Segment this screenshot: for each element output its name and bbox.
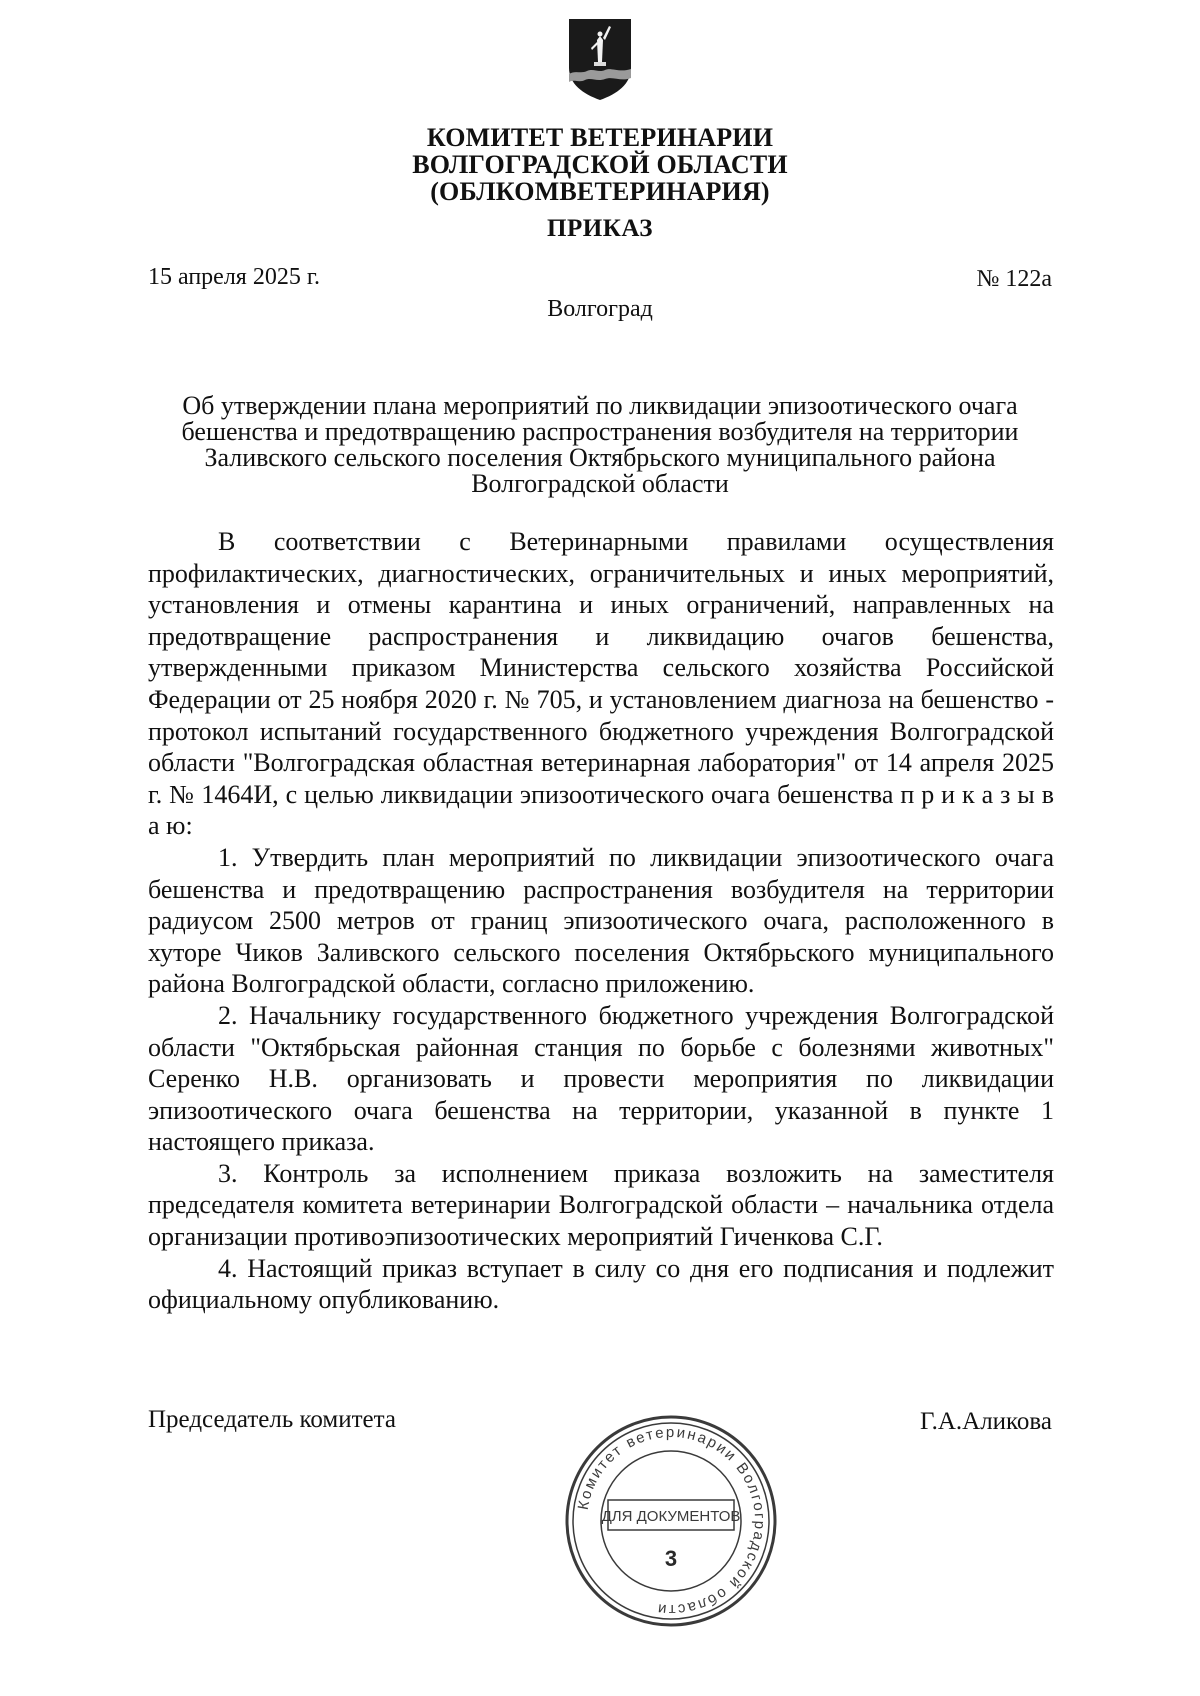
issuing-organization: [300, 124, 900, 205]
seal-number: 3: [664, 1546, 678, 1571]
document-number: № 122а: [976, 266, 1052, 292]
coat-of-arms-icon: [565, 16, 635, 102]
signer-name: Г.А.Аликова: [919, 1408, 1052, 1435]
org-name-line: КОМИТЕТ ВЕТЕРИНАРИИ: [426, 123, 774, 152]
preamble-paragraph: В соответствии с Ветеринарными правилами осуществления профилактических, диагностических, ограничительных и иных мероприятий, установления и отмены карантина и иных ограничений, направленных на предотвращение распространения и ликвидацию очагов бешенства, утвержденными приказом Министерства сельского хозяйства Российской Федерации от 25 ноября 2020 г. № 705, и установлением диагноза на бешенство - протокол испытаний государственного бюджетного учреждения Волгоградской области "Волгоградская областная ветеринарная лаборатория" от 14 апреля 2025 г. № 1464И, с целью ликвидации эпизоотического очага бешенства п р и к а з ы в а ю:: [148, 527, 1054, 841]
subject-line: Заливского сельского поселения Октябрьского муниципального района: [204, 443, 996, 472]
order-item-4: 4. Настоящий приказ вступает в силу со дня его подписания и подлежит официальному опубликованию.: [148, 1253, 1054, 1315]
document-subject: [140, 393, 1060, 497]
round-seal-icon: [556, 1406, 786, 1636]
org-abbreviation: (ОБЛКОМВЕТЕРИНАРИЯ): [430, 177, 770, 206]
document-body: [148, 526, 1054, 1316]
signer-title: Председатель комитета: [148, 1406, 396, 1433]
order-item-3: 3. Контроль за исполнением приказа возложить на заместителя председателя комитета ветеринарии Волгоградской области – начальника отдела организации противоэпизоотических мероприятий Гиченкова С.Г.: [148, 1158, 1054, 1252]
order-item-1: 1. Утвердить план мероприятий по ликвидации эпизоотического очага бешенства и предотвращению распространения возбудителя на территории радиусом 2500 метров от границ эпизоотического очага, расположенного в хуторе Чиков Заливского сельского поселения Октябрьского муниципального района Волгоградской области, согласно приложению.: [148, 842, 1054, 999]
subject-line: Волгоградской области: [471, 469, 729, 498]
seal-ring-text: Комитет ветеринарии Волгоградской области: [574, 1423, 769, 1619]
order-item-2: 2. Начальнику государственного бюджетного учреждения Волгоградской области "Октябрьская районная станция по борьбе с болезнями животных" Серенко Н.В. организовать и провести мероприятия по ликвидации эпизоотического очага бешенства на территории, указанной в пункте 1 настоящего приказа.: [148, 1000, 1054, 1157]
subject-line: Об утверждении плана мероприятий по ликвидации эпизоотического очага: [182, 391, 1018, 420]
org-name-line: ВОЛГОГРАДСКОЙ ОБЛАСТИ: [412, 150, 788, 179]
document-type: ПРИКАЗ: [547, 215, 653, 242]
document-city: Волгоград: [547, 296, 653, 322]
subject-line: бешенства и предотвращению распространения возбудителя на территории: [181, 417, 1019, 446]
seal-center-text: ДЛЯ ДОКУМЕНТОВ: [601, 1508, 741, 1525]
document-date: 15 апреля 2025 г.: [148, 264, 320, 290]
